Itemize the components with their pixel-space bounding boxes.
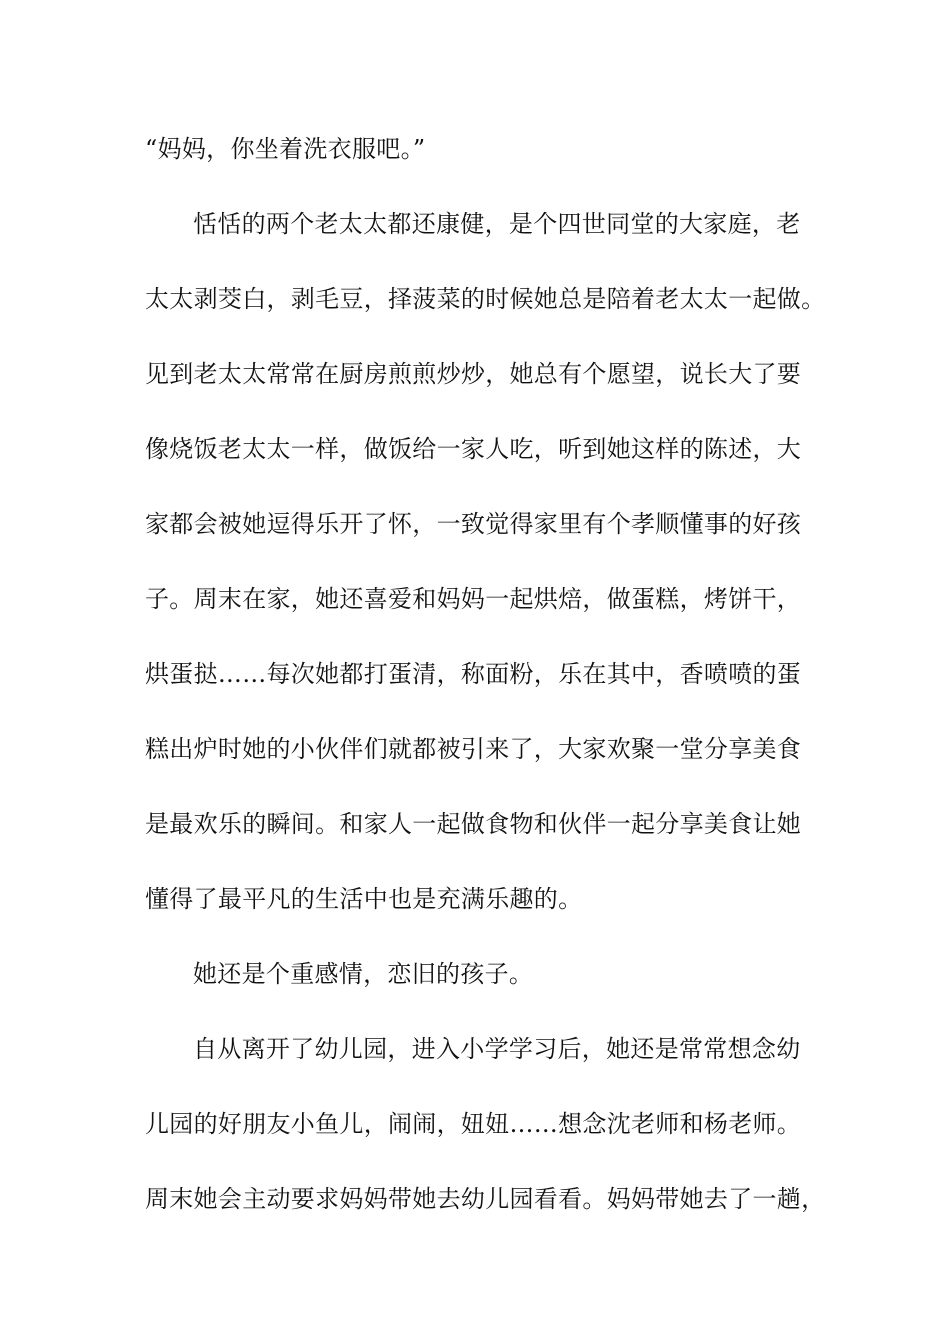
text-line: 儿园的好朋友小鱼儿，闹闹，妞妞……想念沈老师和杨老师。 [145,1110,802,1138]
text-line: 是最欢乐的瞬间。和家人一起做食物和伙伴一起分享美食让她 [145,810,802,838]
paragraph-first-line: 她还是个重感情，恋旧的孩子。 [193,960,534,988]
text-line: 烘蛋挞……每次她都打蛋清，称面粉，乐在其中，香喷喷的蛋 [145,660,802,688]
paragraph-first-line: 恬恬的两个老太太都还康健，是个四世同堂的大家庭，老 [193,210,801,238]
text-line: 子。周末在家，她还喜爱和妈妈一起烘焙，做蛋糕，烤饼干， [145,585,802,613]
text-line: 太太剥茭白，剥毛豆，择菠菜的时候她总是陪着老太太一起做。 [145,285,826,313]
text-line: “妈妈，你坐着洗衣服吧。” [145,135,426,163]
text-line: 糕出炉时她的小伙伴们就都被引来了，大家欢聚一堂分享美食 [145,735,802,763]
paragraph-first-line: 自从离开了幼儿园，进入小学学习后，她还是常常想念幼 [193,1035,801,1063]
text-line: 见到老太太常常在厨房煎煎炒炒，她总有个愿望，说长大了要 [145,360,802,388]
text-line: 像烧饭老太太一样，做饭给一家人吃，听到她这样的陈述，大 [145,435,802,463]
text-line: 懂得了最平凡的生活中也是充满乐趣的。 [145,885,583,913]
text-line: 周末她会主动要求妈妈带她去幼儿园看看。妈妈带她去了一趟， [145,1185,826,1213]
text-line: 家都会被她逗得乐开了怀，一致觉得家里有个孝顺懂事的好孩 [145,510,802,538]
